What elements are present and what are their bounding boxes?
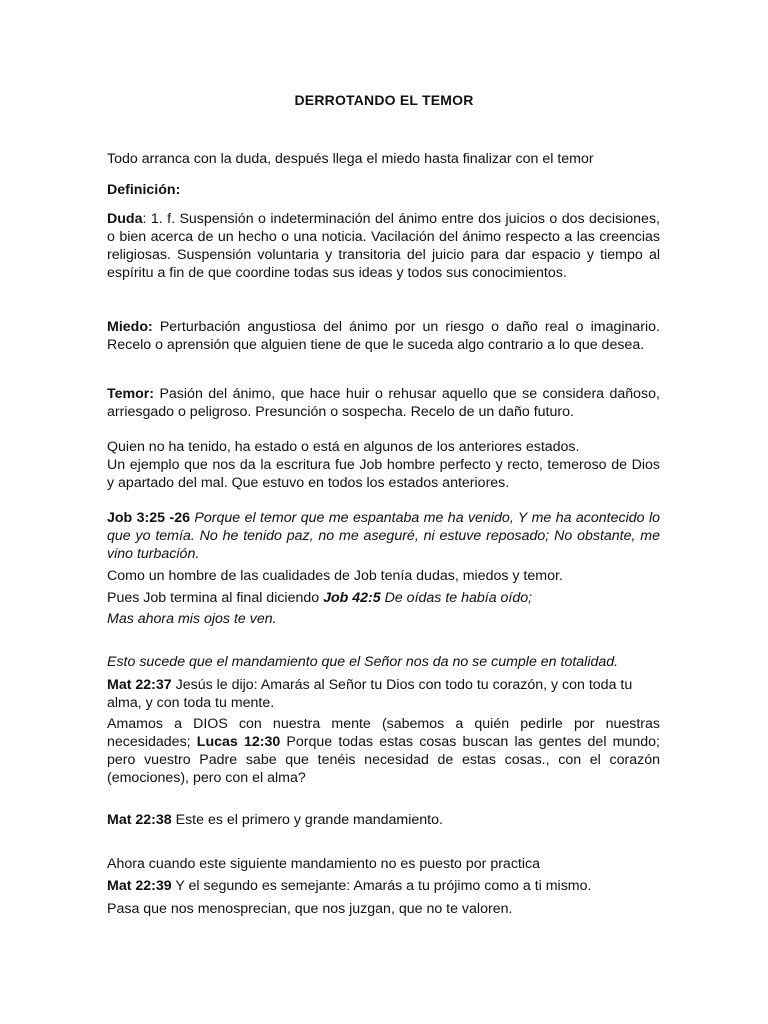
job-3-25-ref: Job 3:25 -26 <box>107 510 190 526</box>
ahora-cuando-line: Ahora cuando este siguiente mandamiento no es puesto por practica <box>107 856 540 872</box>
esto-sucede-text: Esto sucede que el mandamiento que el Señor nos da no se cumple en totalidad. <box>107 654 619 670</box>
pues-job-line <box>107 589 660 607</box>
job-42-5-text: De oídas te había oído; <box>380 590 533 606</box>
definition-heading-text: Definición: <box>107 182 181 198</box>
mas-ahora-text: Mas ahora mis ojos te ven. <box>107 611 277 627</box>
quien-line: Quien no ha tenido, ha estado o está en algunos de los anteriores estados. <box>107 439 580 455</box>
miedo-term: Miedo: <box>107 319 153 335</box>
mas-ahora-line <box>107 610 660 628</box>
mat-22-38-verse <box>107 811 660 829</box>
job-42-5-ref: Job 42:5 <box>323 590 381 606</box>
document-title: DERROTANDO EL TEMOR <box>294 92 474 108</box>
temor-text: Pasión del ánimo, que hace huir o rehusar aquello que se considera dañoso, arriesgado o peligroso. Presunción o sospecha. Recelo de un daño futuro. <box>107 386 660 420</box>
job-3-25-verse <box>107 509 660 563</box>
definition-heading <box>107 181 660 199</box>
mat-22-37-ref: Mat 22:37 <box>107 677 172 693</box>
job-example-paragraph: Un ejemplo que nos da la escritura fue Job hombre perfecto y recto, temeroso de Dios y apartado del mal. Que estuvo en todos los estados anteriores. <box>107 457 660 491</box>
esto-sucede-line <box>107 653 660 671</box>
lucas-12-30-text: Porque todas estas cosas buscan las gentes del mundo; pero vuestro Padre sabe que tenéis necesidad de estas cosas., con el corazón (emociones), pero con el alma? <box>107 734 660 786</box>
mat-22-37-text: Jesús le dijo: Amarás al Señor tu Dios con todo tu corazón, y con toda tu alma, y con toda tu mente. <box>107 677 633 711</box>
temor-term: Temor: <box>107 386 155 402</box>
amamos-pre: Amamos a DIOS con nuestra mente (sabemos a quién pedirle por nuestras necesidades; <box>107 716 660 750</box>
miedo-definition <box>107 318 660 354</box>
duda-text: : 1. f. Suspensión o indeterminación del ánimo entre dos juicios o dos decisiones, o bien acerca de un hecho o una noticia. Vacilación del ánimo respecto a las creencias religiosas. Suspensión voluntaria y transitoria del juicio para dar espacio y tiempo al espíritu a fin de que coordine todas sus ideas y todos sus conocimientos. <box>107 211 660 281</box>
mat-22-37-verse <box>107 676 660 712</box>
duda-term: Duda <box>107 211 143 227</box>
duda-definition <box>107 210 660 282</box>
temor-definition <box>107 385 660 421</box>
mat-22-38-text: Este es el primero y grande mandamiento. <box>171 812 443 828</box>
pasa-que-line: Pasa que nos menosprecian, que nos juzgan, que no te valoren. <box>107 901 513 917</box>
amamos-paragraph <box>107 715 660 787</box>
mat-22-38-ref: Mat 22:38 <box>107 812 172 828</box>
job-3-25-text: Porque el temor que me espantaba me ha venido, Y me ha acontecido lo que yo temía. No he tenido paz, no me aseguré, ni estuve reposado; No obstante, me vino turbación. <box>107 510 660 562</box>
mat-22-39-ref: Mat 22:39 <box>107 878 172 894</box>
miedo-text: Perturbación angustiosa del ánimo por un riesgo o daño real o imaginario. Recelo o aprensión que alguien tiene de que le suceda algo contrario a lo que desea. <box>107 319 660 353</box>
mat-22-39-text: Y el segundo es semejante: Amarás a tu prójimo como a ti mismo. <box>171 878 592 894</box>
mat-22-39-verse <box>107 877 660 895</box>
como-hombre-line: Como un hombre de las cualidades de Job tenía dudas, miedos y temor. <box>107 568 563 584</box>
lucas-12-30-ref: Lucas 12:30 <box>196 734 281 750</box>
intro-paragraph: Todo arranca con la duda, después llega el miedo hasta finalizar con el temor <box>107 151 594 167</box>
pues-job-pre: Pues Job termina al final diciendo <box>107 590 324 606</box>
